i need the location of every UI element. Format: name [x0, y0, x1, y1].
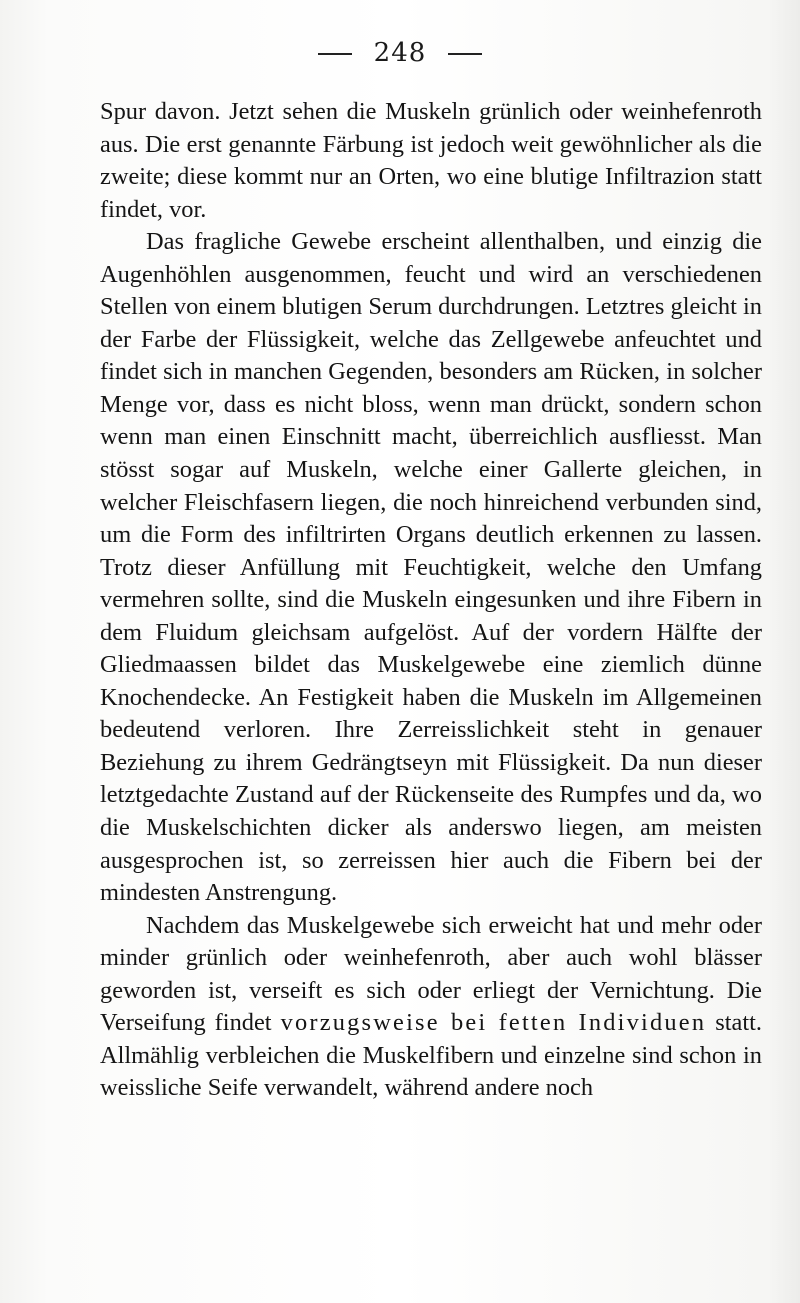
paragraph-2: Das fragliche Gewebe erscheint allenthalben, und einzig die Augenhöhlen ausgenommen, feucht und wird an verschiedenen Stellen von einem blutigen Serum durchdrungen. Letztres gleicht in der Farbe der Flüssigkeit, welche das Zellgewebe anfeuchtet und findet sich in manchen Gegenden, besonders am Rücken, in solcher Menge vor, dass es nicht bloss, wenn man drückt, sondern schon wenn man einen Einschnitt macht, überreichlich ausfliesst. Man stösst sogar auf Muskeln, welche einer Gallerte gleichen, in welcher Fleischfasern liegen, die noch hinreichend verbunden sind, um die Form des infiltrirten Organs deutlich erkennen zu lassen. Trotz dieser Anfüllung mit Feuchtigkeit, welche den Umfang vermehren sollte, sind die Muskeln eingesunken und ihre Fibern in dem Fluidum gleichsam aufgelöst. Auf der vordern Hälfte der Gliedmaassen bildet das Muskelgewebe eine ziemlich dünne Knochendecke. An Festigkeit haben die Muskeln im Allgemeinen bedeutend verloren. Ihre Zerreisslichkeit steht in genauer Beziehung zu ihrem Gedrängtseyn mit Flüssigkeit. Da nun dieser letztgedachte Zustand auf der Rückenseite des Rumpfes und da, wo die Muskelschichten dicker als anderswo liegen, am meisten ausgesprochen ist, so zerreissen hier auch die Fibern bei der mindesten Anstrengung. — [100, 228, 762, 907]
body-text — [100, 96, 762, 1105]
right-dash — [448, 53, 482, 55]
page-number-header — [0, 38, 800, 68]
paragraph-1: Spur davon. Jetzt sehen die Muskeln grünlich oder weinhefenroth aus. Die erst genannte Färbung ist jedoch weit gewöhnlicher als die zweite; diese kommt nur an Orten, wo eine blutige Infiltrazion statt findet, vor. — [100, 98, 762, 223]
paragraph-3-spaced-emphasis: vorzugsweise bei fetten Individuen — [280, 1009, 707, 1037]
paragraph-3-text-before: Nachdem das Muskelgewebe sich erweicht hat und mehr oder minder grünlich oder weinhefenroth, aber auch wohl blässer geworden ist, verseift es sich oder erliegt der Vernichtung. Die Verseifung findet — [100, 911, 762, 1037]
page-number: 248 — [373, 38, 427, 68]
paragraph-3 — [100, 910, 762, 1105]
left-dash — [318, 53, 352, 55]
paragraph-3-text-after: statt. Allmählig verbleichen die Muskelfibern und einzelne sind schon in weissliche Seife verwandelt, während andere noch — [100, 1009, 763, 1102]
